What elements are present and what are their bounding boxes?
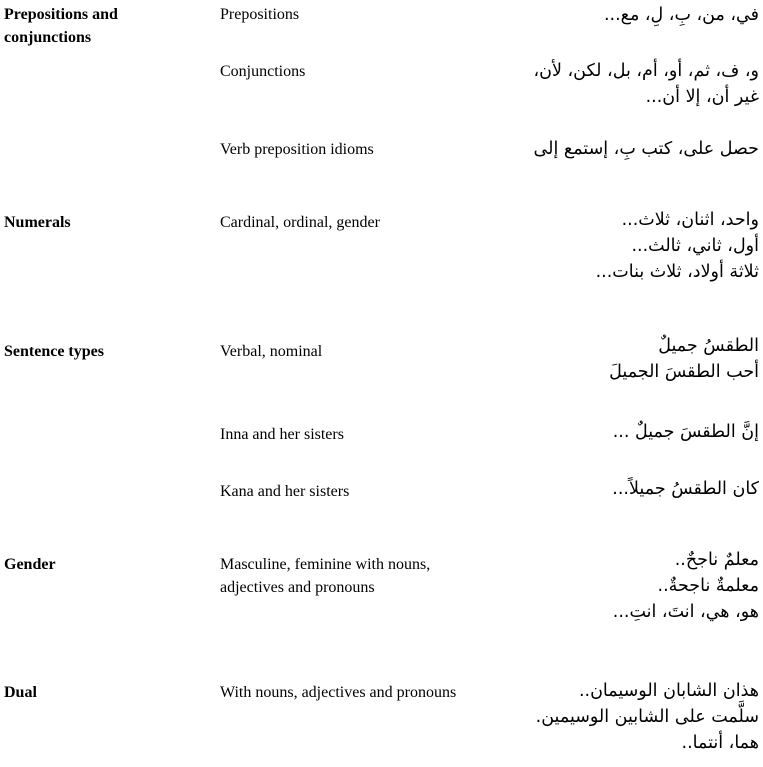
example-line: هذان الشابان الوسيمان.. <box>578 681 759 701</box>
example-line: كان الطقسُ جميلاً... <box>612 479 759 499</box>
examples-prepositions <box>459 2 759 28</box>
category-gender: Gender <box>4 556 56 573</box>
example-line: سلَّمت على الشابين الوسيمين. <box>535 707 759 727</box>
example-line: معلمةٌ ناجحةٌ.. <box>657 576 759 596</box>
example-line: هما، أنتما.. <box>681 733 759 753</box>
category-numerals: Numerals <box>4 214 71 231</box>
subtopic-kana-and-her-sisters: Kana and her sisters <box>220 483 350 500</box>
examples-conjunctions <box>459 58 759 110</box>
example-line: معلمٌ ناجحٌ.. <box>674 550 759 570</box>
example-line: أحب الطقسَ الجميلَ <box>609 362 759 382</box>
examples-inna <box>459 419 759 445</box>
subtopic-inna-and-her-sisters: Inna and her sisters <box>220 426 344 443</box>
example-line: في، من، بِ، لِ، مع... <box>603 5 759 25</box>
example-line: الطقسُ جميلٌ <box>658 336 759 356</box>
example-line: واحد، اثنان، ثلاث... <box>621 210 759 230</box>
examples-verb-preposition-idioms <box>459 136 759 162</box>
category-sentence-types: Sentence types <box>4 343 104 360</box>
examples-numerals <box>459 207 759 285</box>
example-line: إنَّ الطقسَ جميلٌ ... <box>612 422 759 442</box>
examples-sentence-types <box>459 333 759 385</box>
example-line: حصل على، كتب بِ، إستمع إلى <box>533 139 759 159</box>
example-line: أول، ثاني، ثالث... <box>631 236 759 256</box>
examples-dual <box>459 678 759 756</box>
example-line: غير أن، إلا أن... <box>645 87 759 107</box>
examples-gender <box>459 547 759 625</box>
example-line: ثلاثة أولاد، ثلاث بنات... <box>595 262 759 282</box>
subtopic-conjunctions: Conjunctions <box>220 63 306 80</box>
subtopic-masculine-feminine: Masculine, feminine with nouns, adjectives and pronouns <box>220 556 431 596</box>
example-line: و، ف، ثم، أو، أم، بل، لكن، لأن، <box>533 61 759 81</box>
subtopic-prepositions: Prepositions <box>220 6 300 23</box>
subtopic-nouns-adjectives-pronouns: With nouns, adjectives and pronouns <box>220 684 457 701</box>
subtopic-verbal-nominal: Verbal, nominal <box>220 343 323 360</box>
category-prepositions-and-conjunctions: Prepositions and conjunctions <box>4 6 118 46</box>
subtopic-verb-preposition-idioms: Verb preposition idioms <box>220 141 374 158</box>
examples-kana <box>459 476 759 502</box>
category-dual: Dual <box>4 684 37 701</box>
example-line: هو، هي، انتَ، انتِ... <box>612 602 759 622</box>
subtopic-cardinal-ordinal-gender: Cardinal, ordinal, gender <box>220 214 380 231</box>
